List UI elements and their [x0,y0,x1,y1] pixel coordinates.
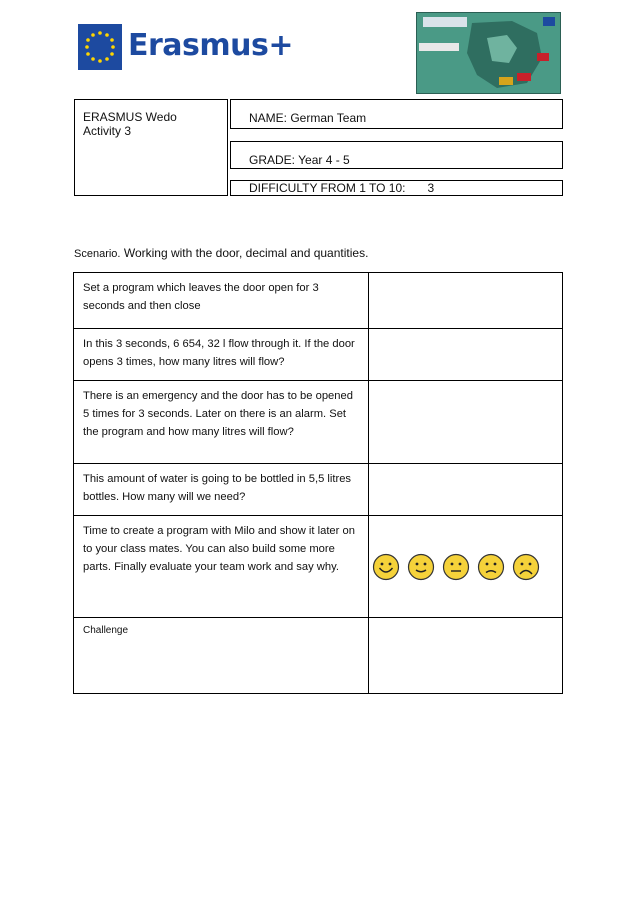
project-banner-image [416,12,561,94]
table-row [74,516,563,618]
answer-cell[interactable] [369,464,563,516]
neutral-face-icon[interactable] [442,553,470,581]
happy-face-icon[interactable] [407,553,435,581]
very-sad-face-icon[interactable] [512,553,540,581]
erasmus-wordmark: Erasmus+ [128,28,293,63]
answer-cell[interactable] [369,618,563,694]
task-cell: In this 3 seconds, 6 654, 32 l flow through it. If the door opens 3 times, how many litres will flow? [74,329,369,381]
table-row [74,329,563,381]
task-cell: There is an emergency and the door has to be opened 5 times for 3 seconds. Later on there is an alarm. Set the program and how many litres will flow? [74,381,369,464]
task-cell: This amount of water is going to be bottled in 5,5 litres bottles. How many will we need? [74,464,369,516]
task-table [73,272,563,694]
answer-cell[interactable] [369,381,563,464]
difficulty-field [230,180,563,196]
rating-faces [369,516,562,581]
project-info-box [74,99,228,196]
very-happy-face-icon[interactable] [372,553,400,581]
answer-cell[interactable] [369,273,563,329]
task-cell: Time to create a program with Milo and show it later on to your class mates. You can also build some more parts. Finally evaluate your team work and say why. [74,516,369,618]
difficulty-value: 3 [427,181,435,195]
scenario-line [74,246,368,260]
scenario-text: Working with the door, decimal and quantities. [123,246,369,260]
sad-face-icon[interactable] [477,553,505,581]
table-row [74,464,563,516]
challenge-cell: Challenge [74,618,369,694]
task-cell: Set a program which leaves the door open for 3 seconds and then close [74,273,369,329]
table-row [74,273,563,329]
grade-text: GRADE: Year 4 - 5 [249,153,350,167]
table-row [74,618,563,694]
activity-number: Activity 3 [83,124,132,138]
eu-flag-icon [78,24,122,70]
project-title: ERASMUS Wedo [83,110,177,124]
scenario-label: Scenario. [74,248,121,260]
rating-cell [369,516,563,618]
team-name-text: NAME: German Team [249,111,367,125]
answer-cell[interactable] [369,329,563,381]
grade-field [230,141,563,169]
table-row [74,381,563,464]
erasmus-logo [78,24,293,74]
difficulty-label: DIFFICULTY FROM 1 TO 10: [249,181,406,195]
team-name-field [230,99,563,129]
